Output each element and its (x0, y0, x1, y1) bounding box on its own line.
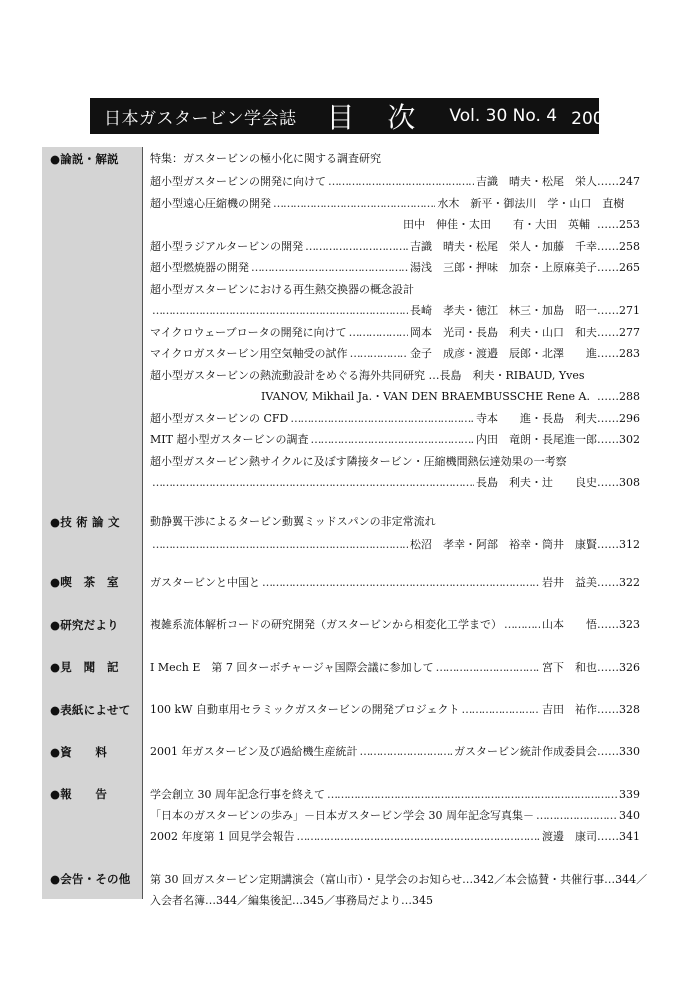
toc-page: ……323 (597, 618, 640, 631)
toc-entry (150, 513, 640, 531)
toc-entry (150, 871, 648, 889)
leader-dots (152, 304, 408, 317)
toc-title: 超小型ガスタービンの CFD (150, 412, 289, 425)
toc-entry (150, 574, 640, 592)
toc-title: 動静翼干渉によるタービン動翼ミッドスパンの非定常流れ (150, 515, 436, 528)
category-label-shiryo: ●資 料 (50, 745, 108, 759)
toc-section-heading (150, 150, 640, 168)
toc-entry (150, 659, 640, 677)
toc-entry-continued (150, 388, 640, 406)
category-label-hokoku: ●報 告 (50, 787, 108, 801)
toc-page: ……258 (597, 240, 640, 253)
leader-dots (360, 745, 453, 758)
toc-author: 吉田 祐作 (542, 703, 597, 716)
toc-author: ガスタービン統計作成委員会 (454, 745, 597, 758)
toc-author: 湯浅 三郎・押味 加奈・上原麻美子 (410, 261, 597, 274)
toc-page: ……341 (597, 830, 640, 843)
toc-entry (150, 431, 640, 449)
category-label-kaikoku: ●会告・その他 (50, 872, 131, 886)
toc-title: 入会者名簿…344／編集後記…345／事務局だより…345 (150, 894, 433, 907)
toc-title: I Mech E 第 7 回ターボチャージャ国際会議に参加して (150, 661, 434, 674)
toc-entry (150, 786, 640, 804)
toc-page: ……330 (597, 745, 640, 758)
toc-author: 山本 悟 (542, 618, 597, 631)
toc-title: 2002 年度第 1 回見学会報告 (150, 830, 295, 843)
category-label-hyoshi: ●表紙によせて (50, 703, 131, 717)
toc-entry (150, 892, 640, 910)
toc-entry (150, 281, 640, 299)
leader-dots (310, 433, 474, 446)
category-label-ronsetsu: ●論説・解説 (50, 152, 119, 166)
toc-title: 「日本のガスタービンの歩み」－日本ガスタービン学会 30 周年記念写真集－ (150, 809, 534, 822)
toc-page: ……247 (597, 175, 640, 188)
contents-heading: 目 次 (326, 101, 428, 134)
toc-page: ……296 (597, 412, 640, 425)
toc-author: 長島 利夫・辻 良史 (476, 476, 597, 489)
toc-page: ……253 (597, 218, 640, 231)
issue-date: 2002 年 7 月 (571, 108, 676, 129)
toc-entry (150, 701, 640, 719)
toc-title: マイクロガスタービン用空気軸受の試作 (150, 347, 348, 360)
toc-entry (150, 453, 640, 471)
toc-author: 金子 成彦・渡邉 辰郎・北澤 進 (410, 347, 597, 360)
toc-entry (150, 807, 640, 825)
toc-page: ……312 (597, 538, 640, 551)
toc-entry (150, 173, 640, 191)
toc-author: 渡邊 康司 (542, 830, 597, 843)
toc-title: 超小型ガスタービンの開発に向けて (150, 175, 326, 188)
toc-author: 松沼 孝幸・阿部 裕幸・筒井 康賢 (410, 538, 597, 551)
toc-title: 超小型ガスタービンの熱流動設計をめぐる海外共同研究 …長島 利夫・RIBAUD, Yves (150, 369, 585, 382)
leader-dots (327, 788, 617, 801)
toc-page: 340 (619, 809, 640, 822)
toc-entry-continued (150, 536, 640, 554)
toc-entry-continued (150, 302, 640, 320)
toc-title: 2001 年ガスタービン及び過給機生産統計 (150, 745, 358, 758)
toc-entry (150, 743, 640, 761)
toc-title: 超小型燃焼器の開発 (150, 261, 249, 274)
toc-entry-continued (150, 474, 640, 492)
toc-page: ……328 (597, 703, 640, 716)
journal-title: 日本ガスタービン学会誌 (104, 108, 297, 129)
toc-entry (150, 367, 640, 385)
toc-title: 超小型ラジアルタービンの開発 (150, 240, 304, 253)
toc-entry-continued (150, 216, 640, 234)
toc-page: ……277 (597, 326, 640, 339)
category-label-gijutsu: ●技 術 論 文 (50, 515, 120, 529)
toc-author: 岡本 光司・長島 利夫・山口 和夫 (410, 326, 597, 339)
leader-dots (350, 347, 408, 360)
toc-entry (150, 616, 640, 634)
toc-entry (150, 324, 640, 342)
leader-dots (462, 703, 540, 716)
toc-entry (150, 259, 640, 277)
toc-page: ……302 (597, 433, 640, 446)
toc-page: ……288 (597, 390, 640, 403)
toc-title: 学会創立 30 周年記念行事を終えて (150, 788, 325, 801)
toc-author: 吉識 晴夫・松尾 栄人 (476, 175, 597, 188)
toc-author: 寺本 進・長島 利夫 (476, 412, 597, 425)
leader-dots (328, 175, 474, 188)
leader-dots (152, 538, 408, 551)
toc-author: IVANOV, Mikhail Ja.・VAN DEN BRAEMBUSSCHE Rene A. (261, 390, 590, 403)
leader-dots (349, 326, 408, 339)
leader-dots (273, 197, 435, 210)
category-label-kenkyu: ●研究だより (50, 618, 119, 632)
toc-title: 超小型ガスタービンにおける再生熱交換器の概念設計 (150, 283, 414, 296)
toc-entry (150, 410, 640, 428)
toc-title: 100 kW 自動車用セラミックガスタービンの開発プロジェクト (150, 703, 460, 716)
toc-title: 複雑系流体解析コードの研究開発（ガスタービンから相変化工学まで） (150, 618, 502, 631)
toc-title: 第 30 回ガスタービン定期講演会（富山市）・見学会のお知らせ…342／本会協賛・共催行事…344／ (150, 873, 648, 886)
leader-dots (436, 661, 540, 674)
leader-dots (262, 576, 540, 589)
toc-title: マイクロウェーブロータの開発に向けて (150, 326, 347, 339)
toc-page: ……271 (597, 304, 640, 317)
toc-author: 水木 新平・御法川 学・山口 直樹 (437, 197, 625, 210)
toc-entry (150, 195, 640, 213)
toc-page: ……308 (597, 476, 640, 489)
category-label-kenbun: ●見 聞 記 (50, 660, 119, 674)
toc-page: ……322 (597, 576, 640, 589)
category-label-kissa: ●喫 茶 室 (50, 575, 119, 589)
toc-title: 特集：ガスタービンの極小化に関する調査研究 (150, 152, 381, 165)
toc-page: ……265 (597, 261, 640, 274)
leader-dots (536, 809, 617, 822)
toc-entry (150, 238, 640, 256)
leader-dots (290, 412, 474, 425)
header-banner (90, 98, 676, 134)
toc-title: 超小型ガスタービン熱サイクルに及ぼす隣接タービン・圧縮機間熱伝達効果の一考察 (150, 455, 567, 468)
toc-author: 田中 伸佳・太田 有・大田 英輔 (403, 218, 590, 231)
toc-title: ガスタービンと中国と (150, 576, 260, 589)
toc-page: ……326 (597, 661, 640, 674)
leader-dots (305, 240, 408, 253)
toc-author: 宮下 和也 (542, 661, 597, 674)
toc-entry (150, 345, 640, 363)
leader-dots (152, 476, 474, 489)
toc-page: 339 (619, 788, 640, 801)
toc-title: 超小型遠心圧縮機の開発 (150, 197, 271, 210)
toc-author: 内田 竜朗・長尾進一郎 (476, 433, 597, 446)
toc-page: ……283 (597, 347, 640, 360)
toc-author: 吉識 晴夫・松尾 栄人・加藤 千幸 (410, 240, 597, 253)
leader-dots (251, 261, 408, 274)
toc-author: 岩井 益美 (542, 576, 597, 589)
volume-number: Vol. 30 No. 4 (449, 106, 558, 126)
leader-dots (504, 618, 540, 631)
leader-dots (296, 830, 540, 843)
toc-entry (150, 828, 640, 846)
toc-title: MIT 超小型ガスタービンの調査 (150, 433, 309, 446)
toc-author: 長崎 孝夫・徳江 林三・加島 昭一 (410, 304, 597, 317)
